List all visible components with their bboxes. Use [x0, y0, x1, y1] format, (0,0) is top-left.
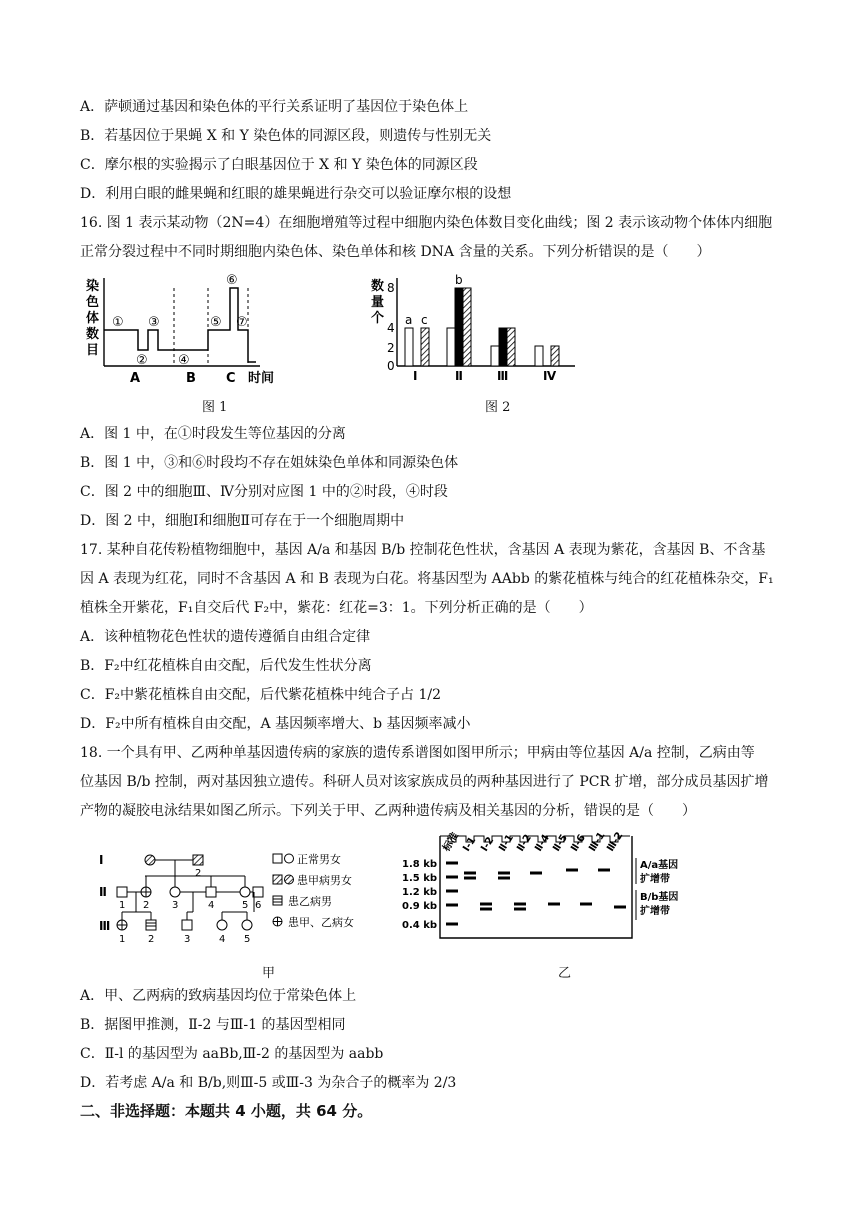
fig2-bar-ii-dna: [463, 288, 471, 366]
fig2-group-iii: Ⅲ: [497, 369, 509, 383]
fig1-ylabel-5: 目: [86, 343, 100, 358]
q17-stem-line1: 17. 某种自花传粉植物细胞中，基因 A/a 和基因 B/b 控制花色性状，含基因 A 表现为紫花，含基因 B、不含基: [80, 542, 766, 558]
q18-option-c: C．Ⅱ-l 的基因型为 aaBb,Ⅲ-2 的基因型为 aabb: [80, 1046, 384, 1062]
fig2-bar-iii-chromatid: [499, 328, 507, 366]
svg-text:2: 2: [143, 900, 150, 911]
svg-text:2: 2: [195, 868, 202, 879]
q16-figure1: [80, 270, 290, 390]
q18-option-a: A．甲、乙两病的致病基因均位于常染色体上: [80, 988, 357, 1004]
gel-lane-3: Ⅱ-1: [497, 832, 516, 854]
q17-stem-line2: 因 A 表现为红花，同时不含基因 A 和 B 表现为白花。将基因型为 AAbb 的紫花植株与纯合的红花植株杂交，F₁: [80, 571, 774, 587]
fig2-ytick-0: 0: [387, 359, 395, 373]
q16-option-c: C．图 2 中的细胞Ⅲ、Ⅳ分别对应图 1 中的②时段，④时段: [80, 484, 448, 500]
fig2-ytick-4: 4: [387, 321, 395, 335]
gel-lane-7: Ⅱ-6: [569, 832, 588, 854]
fig2-bar-i-dna: [421, 328, 429, 366]
fig2-group-ii: Ⅱ: [455, 369, 463, 383]
fig2-bar-i-chromosome: [405, 328, 413, 366]
gel-lane-0: 标准: [441, 830, 462, 854]
fig1-marker-6: ⑥: [226, 273, 238, 288]
fig1-ylabel-1: 染: [86, 279, 100, 294]
legend-normal: 正常男女: [297, 853, 341, 866]
fig1-xlabel: 时间: [248, 371, 275, 386]
svg-text:1: 1: [119, 934, 126, 945]
fig1-marker-7: ⑦: [236, 315, 248, 330]
fig2-letter-c: c: [421, 313, 428, 327]
fig1-marker-3: ③: [148, 315, 160, 330]
fig2-group-iv: Ⅳ: [543, 369, 557, 383]
q17-stem-line3: 植株全开紫花，F₁自交后代 F₂中，紫花：红花=3：1。下列分析正确的是（ ）: [80, 600, 593, 616]
gel-lane-9: Ⅲ-2: [605, 830, 626, 854]
fig1-ylabel-2: 色: [86, 295, 100, 310]
fig2-letter-a: a: [405, 313, 413, 327]
fig2-bar-iii-dna: [507, 328, 515, 366]
legend-disease-ab: 患甲、乙病女: [288, 916, 354, 929]
fig1-marker-4: ④: [178, 353, 190, 368]
fig2-caption: 图 2: [485, 400, 511, 415]
svg-text:6: 6: [255, 900, 262, 911]
fig2-bar-ii-chromosome: [447, 328, 455, 366]
fig2-ylabel-1: 数: [371, 279, 385, 294]
fig1-caption: 图 1: [202, 400, 228, 415]
gel-size-18: 1.8 kb: [402, 859, 438, 870]
q16-option-a: A．图 1 中，在①时段发生等位基因的分离: [80, 426, 346, 442]
legend-disease-a: 患甲病男女: [297, 874, 352, 887]
gel-lane-2: Ⅰ-2: [479, 835, 497, 854]
q15-option-b: B．若基因位于果蝇 X 和 Y 染色体的同源区段，则遗传与性别无关: [80, 128, 492, 144]
gel-caption: 乙: [558, 966, 572, 981]
pedigree-caption: 甲: [262, 966, 276, 981]
fig2-ytick-8: 8: [387, 281, 395, 295]
svg-text:5: 5: [242, 900, 249, 911]
q16-stem-line2: 正常分裂过程中不同时期细胞内染色体、染色单体和核 DNA 含量的关系。下列分析错误的是（ ）: [80, 244, 711, 260]
q18-gel: [400, 810, 700, 955]
q15-option-c: C．摩尔根的实验揭示了白眼基因位于 X 和 Y 染色体的同源区段: [80, 157, 478, 173]
q15-option-a: A．萨顿通过基因和染色体的平行关系证明了基因位于染色体上: [80, 99, 469, 115]
ped-ii-5: [240, 887, 250, 897]
q18-stem-line3: 产物的凝胶电泳结果如图乙所示。下列关于甲、乙两种遗传病及相关基因的分析，错误的是（ ）: [80, 803, 696, 819]
fig2-bar-iii-chromosome: [491, 346, 499, 366]
ped-ii-1: [117, 887, 127, 897]
fig2-ytick-2: 2: [387, 341, 395, 355]
fig1-curve: [104, 288, 256, 362]
fig2-bar-iv-dna: [551, 346, 559, 366]
gel-lane-4: Ⅱ-2: [515, 832, 534, 854]
fig1-phase-a: A: [130, 371, 141, 386]
q16-option-b: B．图 1 中，③和⑥时段均不存在姐妹染色单体和同源染色体: [80, 455, 459, 471]
q18-pedigree: [95, 850, 385, 950]
fig2-letter-b: b: [455, 273, 463, 287]
q16-figure2: [365, 270, 585, 390]
ped-iii-5: [242, 920, 252, 930]
fig1-phase-c: C: [226, 371, 236, 386]
gel-lane-8: Ⅲ-1: [587, 830, 608, 854]
svg-text:2: 2: [148, 934, 155, 945]
gel-label-2: 扩增带: [640, 874, 670, 885]
fig2-bar-ii-chromatid: [455, 288, 463, 366]
ped-ii-4: [206, 887, 216, 897]
q16-stem-line1: 16. 图 1 表示某动物（2N=4）在细胞增殖等过程中细胞内染色体数目变化曲线；图 2 表示该动物个体体内细胞: [80, 215, 773, 231]
gel-label-3: B/b基因: [640, 892, 679, 903]
q18-option-b: B．据图甲推测，Ⅱ-2 与Ⅲ-1 的基因型相同: [80, 1017, 346, 1033]
svg-text:3: 3: [184, 934, 191, 945]
svg-text:4: 4: [208, 900, 215, 911]
fig2-group-i: Ⅰ: [413, 369, 418, 383]
gel-lane-6: Ⅱ-5: [551, 832, 570, 854]
gel-size-04: 0.4 kb: [402, 920, 438, 931]
legend-disease-b: 患乙病男: [288, 895, 332, 908]
section2-heading: 二、非选择题：本题共 4 小题，共 64 分。: [80, 1102, 373, 1120]
q16-option-d: D．图 2 中，细胞Ⅰ和细胞Ⅱ可存在于一个细胞周期中: [80, 513, 405, 529]
fig1-marker-5: ⑤: [210, 315, 222, 330]
q18-option-d: D．若考虑 A/a 和 B/b,则Ⅲ-5 或Ⅲ-3 为杂合子的概率为 2/3: [80, 1075, 457, 1091]
svg-text:1: 1: [119, 900, 126, 911]
ped-iii-3: [182, 920, 192, 930]
gel-size-15: 1.5 kb: [402, 873, 438, 884]
gen-iii: Ⅲ: [99, 919, 111, 933]
fig2-bar-iv-chromosome: [535, 346, 543, 366]
fig1-ylabel-4: 数: [86, 327, 100, 342]
fig2-ylabel-3: 个: [371, 311, 385, 326]
gel-lane-5: Ⅱ-4: [533, 832, 552, 854]
ped-i-1: [145, 855, 155, 865]
fig1-marker-1: ①: [112, 315, 124, 330]
svg-text:5: 5: [244, 934, 251, 945]
gel-lane-1: Ⅰ-1: [461, 835, 479, 854]
fig1-marker-2: ②: [136, 353, 148, 368]
fig2-ylabel-2: 量: [371, 295, 385, 310]
fig1-ylabel-3: 体: [86, 311, 100, 326]
svg-text:3: 3: [172, 900, 179, 911]
q17-option-d: D．F₂中所有植株自由交配，A 基因频率增大、b 基因频率减小: [80, 716, 471, 732]
ped-ii-3: [170, 887, 180, 897]
gel-label-1: A/a基因: [640, 860, 679, 871]
q17-option-b: B．F₂中红花植株自由交配，后代发生性状分离: [80, 658, 372, 674]
ped-iii-4: [217, 920, 227, 930]
gel-size-12: 1.2 kb: [402, 887, 438, 898]
q17-option-a: A．该种植物花色性状的遗传遵循自由组合定律: [80, 629, 371, 645]
gel-label-4: 扩增带: [640, 906, 670, 917]
q18-stem-line2: 位基因 B/b 控制，两对基因独立遗传。科研人员对该家族成员的两种基因进行了 PCR 扩增，部分成员基因扩增: [80, 774, 769, 790]
q17-option-c: C．F₂中紫花植株自由交配，后代紫花植株中纯合子占 1/2: [80, 687, 442, 703]
ped-iii-2: [146, 920, 156, 930]
q15-option-d: D．利用白眼的雌果蝇和红眼的雄果蝇进行杂交可以验证摩尔根的设想: [80, 186, 512, 202]
gen-ii: Ⅱ: [99, 885, 107, 899]
fig1-phase-b: B: [186, 371, 196, 386]
svg-text:4: 4: [219, 934, 226, 945]
q18-stem-line1: 18. 一个具有甲、乙两种单基因遗传病的家族的遗传系谱图如图甲所示；甲病由等位基因 A/a 控制，乙病由等: [80, 745, 755, 761]
gel-size-09: 0.9 kb: [402, 901, 438, 912]
gen-i: Ⅰ: [99, 853, 104, 867]
ped-i-2: [193, 855, 203, 865]
